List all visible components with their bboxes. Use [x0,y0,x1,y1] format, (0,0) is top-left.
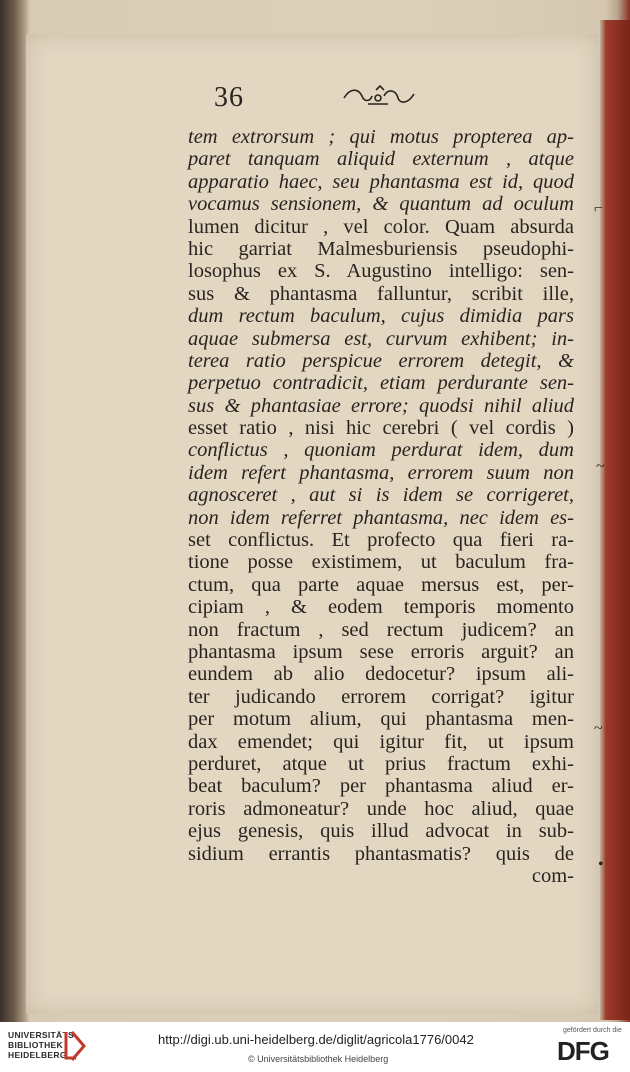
body-text [188,126,574,887]
text-line: per motum alium, qui phantasma men- [188,708,574,731]
text-line: beat baculum? per phantasma aliud er- [188,775,574,798]
library-name-line: HEIDELBERG [8,1050,67,1060]
text-line: hic garriat Malmesburiensis pseudophi- [188,237,574,260]
text-line: non fractum , sed rectum judicem? an [188,618,574,641]
text-line: ctum, qua parte aquae mersus est, per- [188,573,574,596]
margin-mark: • [598,856,604,873]
permalink-link[interactable]: http://digi.ub.uni-heidelberg.de/diglit/agricola1776/0042 [158,1032,474,1047]
library-name-line: UNIVERSITÄTS- [8,1030,78,1040]
page-number: 36 [214,82,244,113]
text-line: aquae submersa est, curvum exhibent; in- [188,327,574,350]
text-line: apparatio haec, seu phantasma est id, quod [188,170,574,193]
catchword: com- [531,864,574,887]
text-line: perduret, atque ut prius fractum exhi- [188,752,574,775]
text-line: perpetuo contradicit, etiam perdurante sen- [188,372,574,395]
dfg-logo: DFG [557,1036,609,1066]
text-line: paret tanquam aliquid externum , atque [188,148,574,171]
text-line: sus & phantasiae errore; quodsi nihil aliud [188,394,574,417]
text-line: cipiam , & eodem temporis momento [188,596,574,619]
text-line: lumen dicitur , vel color. Quam absurda [188,215,574,238]
text-line: non idem referret phantasma, nec idem es- [188,506,574,529]
text-line: tem extrorsum ; qui motus propterea ap- [188,126,574,148]
text-line: dax emendet; qui igitur fit, ut ipsum [188,730,574,753]
text-line: sidium errantis phantasmatis? quis de [188,842,574,865]
text-line: idem refert phantasma, errorem suum non [188,461,574,484]
text-line: tione posse existimem, ut baculum fra- [188,551,574,574]
footer-bar [0,1022,630,1072]
funded-by-text: gefördert durch die [563,1027,622,1034]
text-line: losophus ex S. Augustino intelligo: sen- [188,260,574,283]
text-line: ter judicando errorem corrigat? igitur [188,685,574,708]
copyright-text: © Universitätsbibliothek Heidelberg [248,1054,389,1064]
text-line: sus & phantasma falluntur, scribit ille, [188,282,574,305]
text-line: phantasma ipsum sese erroris arguit? an [188,640,574,663]
ornament-icon [340,84,420,110]
margin-mark: ~ [596,458,605,475]
margin-marks [590,180,630,880]
text-line: conflictus , quoniam perdurat idem, dum [188,439,574,462]
text-line: esset ratio , nisi hic cerebri ( vel cordis ) [188,417,574,440]
library-logo-icon [62,1028,88,1064]
text-line: terea ratio perspicue errorem detegit, & [188,349,574,372]
text-line: set conflictus. Et profecto qua fieri ra- [188,529,574,552]
library-name-line: BIBLIOTHEK [8,1040,63,1050]
text-line: dum rectum baculum, cujus dimidia pars [188,305,574,328]
margin-mark: ⌐ [594,200,604,217]
text-line: roris admoneatur? unde hoc aliud, quae [188,797,574,820]
margin-mark: ~ [594,720,603,737]
text-line: agnosceret , aut si is idem se corrigeret, [188,484,574,507]
text-line: vocamus sensionem, & quantum ad oculum [188,193,574,216]
text-line: eundem ab alio dedocetur? ipsum ali- [188,663,574,686]
text-line: ejus genesis, quis illud advocat in sub- [188,820,574,843]
